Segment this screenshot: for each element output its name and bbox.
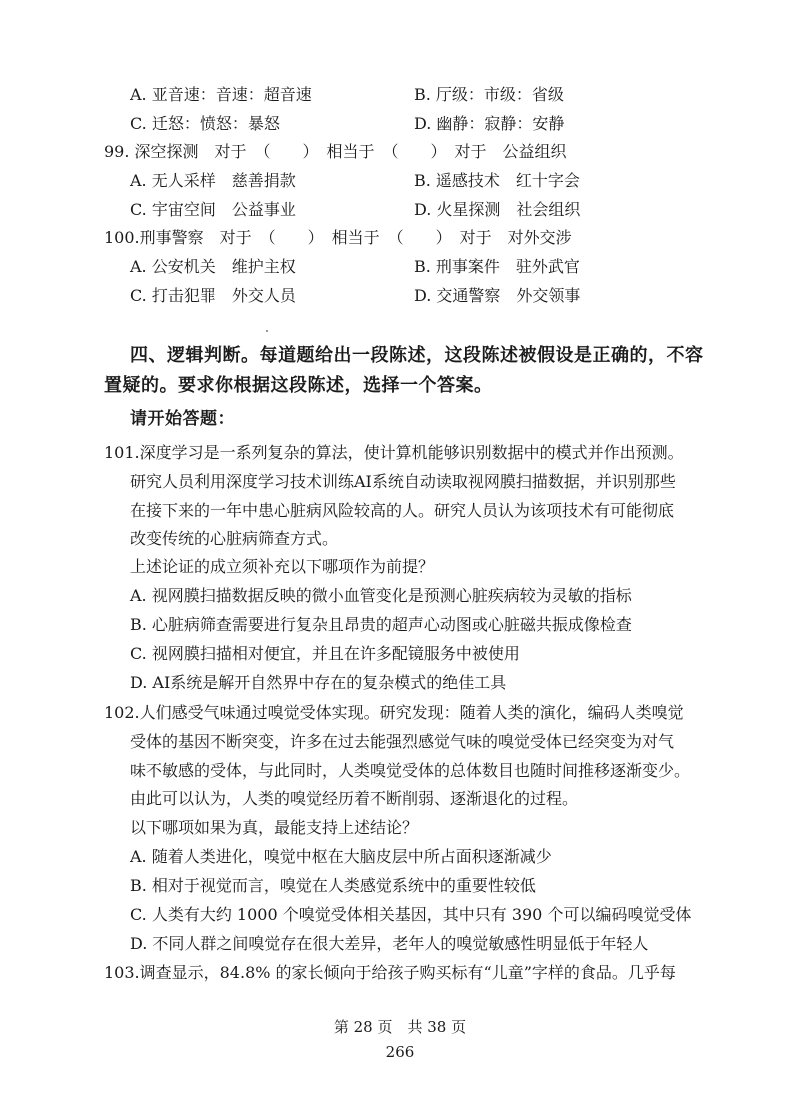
q101-stem-line4: 改变传统的心脏病筛查方式。 [130,529,339,548]
q102-stem: 102.人们感受气味通过嗅觉受体实现。研究发现：随着人类的演化，编码人类嗅觉 [104,703,684,722]
q99-option-d: D. 火星探测 社会组织 [414,200,581,219]
page-indicator: 第 28 页 共 38 页 [333,1018,467,1036]
q100-option-a: A. 公安机关 维护主权 [130,257,296,276]
q100-option-c: C. 打击犯罪 外交人员 [130,286,296,305]
q102-question: 以下哪项如果为真，最能支持上述结论？ [130,818,419,837]
q99-option-a: A. 无人采样 慈善捐款 [130,171,296,190]
q102-option-b: B. 相对于视觉而言，嗅觉在人类感觉系统中的重要性较低 [130,876,536,895]
q101-stem-line2: 研究人员利用深度学习技术训练AI系统自动读取视网膜扫描数据，并识别那些 [130,472,676,491]
q99-stem: 99. 深空探测 对于 （ ） 相当于 （ ） 对于 公益组织 [104,142,567,161]
q102-option-c: C. 人类有大约 1000 个嗅觉受体相关基因，其中只有 390 个可以编码嗅觉受体 [130,905,692,924]
q102-stem-line2: 受体的基因不断突变，许多在过去能强烈感觉气味的嗅觉受体已经突变为对气 [130,732,675,751]
scan-speck [266,330,268,332]
q99-option-b: B. 遥感技术 红十字会 [414,171,580,190]
q101-option-b: B. 心脏病筛查需要进行复杂且昂贵的超声心动图或心脏磁共振成像检查 [130,615,632,634]
q100-option-d: D. 交通警察 外交领事 [414,286,581,305]
q102-option-d: D. 不同人群之间嗅觉存在很大差异，老年人的嗅觉敏感性明显低于年轻人 [130,934,649,953]
q100-stem: 100.刑事警察 对于 （ ） 相当于 （ ） 对于 对外交涉 [104,228,572,247]
q101-stem-line3: 在接下来的一年中患心脏病风险较高的人。研究人员认为该项技术有可能彻底 [130,501,675,520]
q101-stem: 101.深度学习是一系列复杂的算法，使计算机能够识别数据中的模式并作出预测。 [104,443,684,462]
q101-question: 上述论证的成立须补充以下哪项作为前提？ [130,557,435,576]
q101-option-a: A. 视网膜扫描数据反映的微小血管变化是预测心脏疾病较为灵敏的指标 [130,586,632,605]
q98-option-b: B. 厅级：市级：省级 [414,85,564,104]
q98-option-a: A. 亚音速：音速：超音速 [130,85,312,104]
section-heading-line2: 置疑的。要求你根据这段陈述，选择一个答案。 [104,375,493,396]
q101-option-c: C. 视网膜扫描相对便宜，并且在许多配镜服务中被使用 [130,644,520,663]
q100-option-b: B. 刑事案件 驻外武官 [414,257,580,276]
q98-option-c: C. 迁怒：愤怒：暴怒 [130,114,280,133]
q103-stem: 103.调查显示，84.8% 的家长倾向于给孩子购买标有“儿童”字样的食品。几乎每 [104,963,676,982]
q101-option-d: D. AI系统是解开自然界中存在的复杂模式的绝佳工具 [130,673,507,692]
q102-stem-line4: 由此可以认为，人类的嗅觉经历着不断削弱、逐渐退化的过程。 [130,789,579,808]
page-number: 266 [385,1043,415,1061]
section-heading-line1: 四、逻辑判断。每道题给出一段陈述，这段陈述被假设是正确的，不容 [130,345,704,366]
q102-stem-line3: 味不敏感的受体，与此同时，人类嗅觉受体的总体数目也随时间推移逐渐变少。 [130,761,691,780]
q102-option-a: A. 随着人类进化，嗅觉中枢在大脑皮层中所占面积逐渐减少 [130,847,552,866]
q99-option-c: C. 宇宙空间 公益事业 [130,200,296,219]
start-prompt: 请开始答题： [130,409,235,429]
q98-option-d: D. 幽静：寂静：安静 [414,114,565,133]
